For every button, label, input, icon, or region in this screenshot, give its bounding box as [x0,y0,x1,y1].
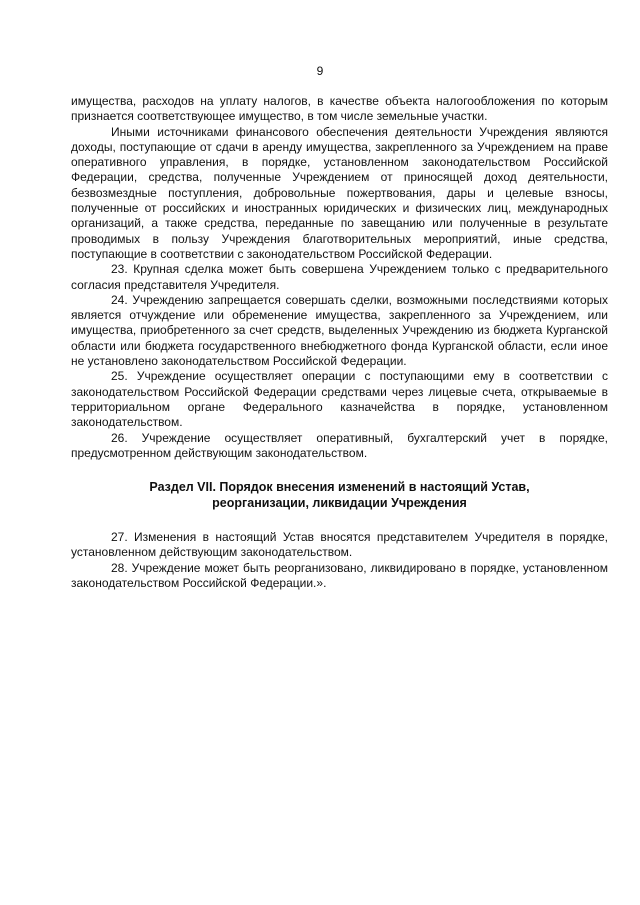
paragraph-item-28: 28. Учреждение может быть реорганизовано, ликвидировано в порядке, установленном законодательством Российской Федерации.». [71,560,608,591]
paragraph-financing-sources: Иными источниками финансового обеспечения деятельности Учреждения являются доходы, поступающие от сдачи в аренду имущества, закрепленного за Учреждением на праве оперативного управления, в порядке, установленном законодательством Российской Федерации, средства, полученные Учреждением от приносящей доход деятельности, безвозмездные поступления, добровольные пожертвования, дары и целевые взносы, полученные от российских и иностранных юридических и физических лиц, международных организаций, а также средства, переданные по завещанию или полученные в результате проводимых в пользу Учреждения благотворительных мероприятий, иные средства, поступающие в соответствии с законодательством Российской Федерации. [71,124,608,261]
section-heading [71,479,608,511]
page-number: 9 [316,64,324,78]
section-heading-line-2: реорганизации, ликвидации Учреждения [212,496,467,511]
paragraph-item-24: 24. Учреждению запрещается совершать сделки, возможными последствиями которых является отчуждение или обременение имущества, закрепленного за Учреждением, или имущества, приобретенного за счет средств, выделенных Учреждению из бюджета Курганской области или бюджета государственного внебюджетного фонда Курганской области, если иное не установлено законодательством Российской Федерации. [71,292,608,369]
paragraph-item-25: 25. Учреждение осуществляет операции с поступающими ему в соответствии с законодательством Российской Федерации средствами через лицевые счета, открываемые в территориальном органе Федерального казначейства в порядке, установленном законодательством. [71,369,608,430]
section-heading-line-1: Раздел VII. Порядок внесения изменений в настоящий Устав, [149,480,530,495]
paragraph-continuation: имущества, расходов на уплату налогов, в качестве объекта налогообложения по которым признается соответствующее имущество, в том числе земельные участки. [71,94,608,124]
document-body [71,94,608,591]
paragraph-item-26: 26. Учреждение осуществляет оперативный, бухгалтерский учет в порядке, предусмотренном действующим законодательством. [71,430,608,460]
paragraph-item-23: 23. Крупная сделка может быть совершена Учреждением только с предварительного согласия представителя Учредителя. [71,262,608,292]
paragraph-item-27: 27. Изменения в настоящий Устав вносятся представителем Учредителя в порядке, установленном действующим законодательством. [71,530,608,560]
